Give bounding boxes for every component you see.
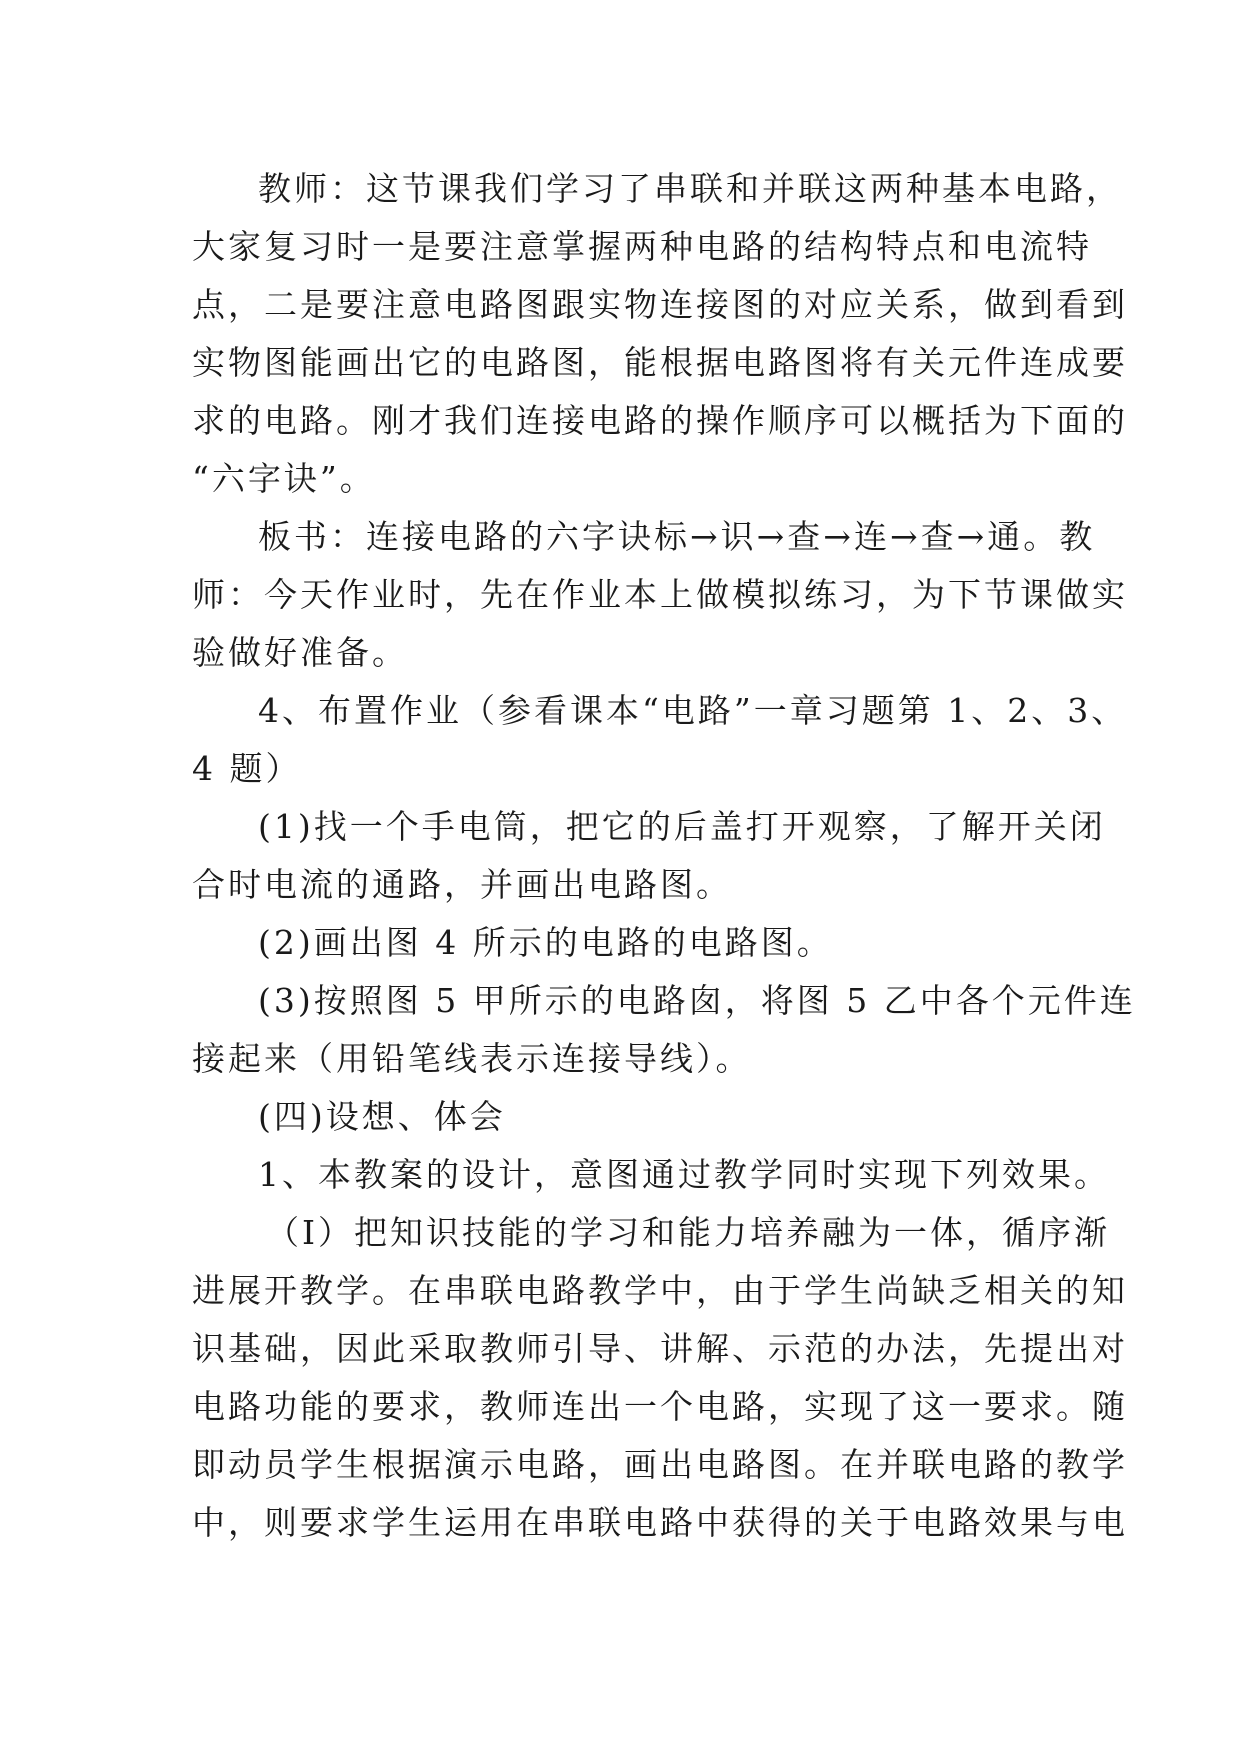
text-line: 师：今天作业时，先在作业本上做模拟练习，为下节课做实: [192, 575, 1128, 614]
text-line: 进展开教学。在串联电路教学中，由于学生尚缺乏相关的知: [192, 1271, 1128, 1310]
text-line: 即动员学生根据演示电路，画出电路图。在并联电路的教学: [192, 1445, 1128, 1484]
text-line: 板书：连接电路的六字诀标→识→查→连→查→通。教: [258, 517, 1096, 556]
text-line: 大家复习时一是要注意掌握两种电路的结构特点和电流特: [192, 227, 1092, 266]
document-body: [192, 160, 1136, 1552]
text-line: (2)画出图 4 所示的电路的电路图。: [258, 923, 833, 962]
text-line: （I）把知识技能的学习和能力培养融为一体，循序渐: [266, 1213, 1111, 1252]
text-line: 1、本教案的设计，意图通过教学同时实现下列效果。: [258, 1155, 1110, 1194]
text-line: 接起来（用铅笔线表示连接导线）。: [192, 1039, 752, 1078]
text-line: “六字诀”。: [192, 459, 376, 498]
text-line: (1)找一个手电筒，把它的后盖打开观察，了解开关闭: [258, 807, 1106, 846]
text-line: 识基础，因此采取教师引导、讲解、示范的办法，先提出对: [192, 1329, 1128, 1368]
text-line: 验做好准备。: [192, 633, 408, 672]
text-line: 点，二是要注意电路图跟实物连接图的对应关系，做到看到: [192, 285, 1128, 324]
text-line: 合时电流的通路，并画出电路图。: [192, 865, 732, 904]
text-line: 教师：这节课我们学习了串联和并联这两种基本电路，: [258, 169, 1122, 208]
text-line: (四)设想、体会: [258, 1097, 506, 1136]
text-line: 求的电路。刚才我们连接电路的操作顺序可以概括为下面的: [192, 401, 1128, 440]
text-line: 实物图能画出它的电路图，能根据电路图将有关元件连成要: [192, 343, 1128, 382]
text-line: (3)按照图 5 甲所示的电路囱，将图 5 乙中各个元件连: [258, 981, 1136, 1020]
text-line: 中，则要求学生运用在串联电路中获得的关于电路效果与电: [192, 1503, 1128, 1542]
text-line: 4、布置作业（参看课本“电路”一章习题第 1、2、3、: [258, 691, 1128, 730]
text-line: 4 题）: [192, 749, 302, 788]
text-line: 电路功能的要求，教师连出一个电路，实现了这一要求。随: [192, 1387, 1128, 1426]
